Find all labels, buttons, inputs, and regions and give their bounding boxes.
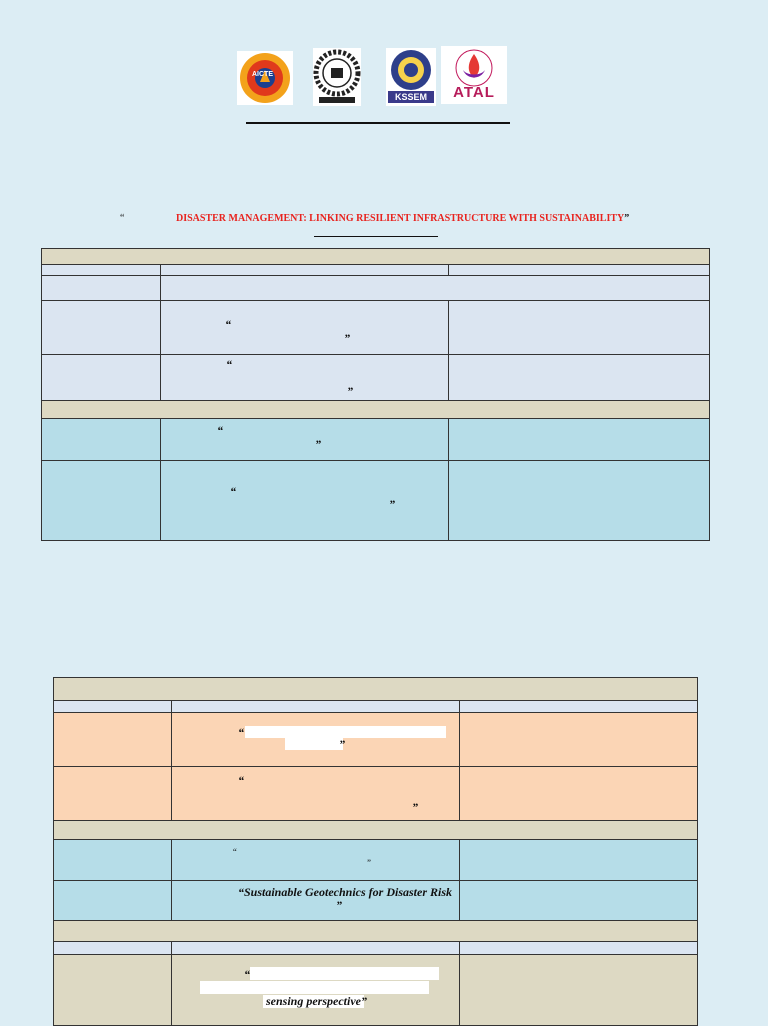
text-highlight [250,967,439,980]
title-underline [314,236,438,237]
open-quote: “ [230,484,236,498]
table-row [448,460,710,541]
title-close-quote: ” [624,213,630,224]
table2-header-cell [171,941,460,955]
table-row [160,354,449,401]
table-row [41,354,161,401]
open-quote: “ [225,317,231,331]
atal-logo [441,46,507,104]
table-row [160,418,449,461]
text-highlight [245,726,446,738]
table2-header-cell [459,941,698,955]
table-row [459,766,698,821]
table-row [160,275,710,301]
close-quote: ” [344,331,350,345]
aicte-logo [237,51,293,105]
table-row [53,766,172,821]
table-row [41,300,161,355]
close-quote: ” [347,384,353,398]
open-quote: “ [217,423,223,437]
text-highlight [200,981,429,994]
open-quote: “ [238,773,244,787]
table-row [459,880,698,921]
session-title-end: sensing perspective” [266,994,367,1008]
close-quote: ” [389,497,395,511]
table-row [53,880,172,921]
table-row [448,300,710,355]
kssem-logo [386,48,436,106]
close-quote: ” [315,437,321,451]
close-quote: ” [336,898,342,912]
table2-section-bar [53,820,698,840]
atal-logo-text: ATAL [453,84,495,101]
open-quote: “ [232,847,238,857]
table1-section-bar [41,400,710,419]
open-quote: “ [226,357,232,371]
table-row [41,418,161,461]
kssem-logo-text: KSSEM [388,91,434,103]
table2-header-cell [53,941,172,955]
vtu-logo [313,48,361,106]
session-title: “Sustainable Geotechnics for Disaster Risk [238,885,453,899]
close-quote: ” [366,858,372,868]
title-text: DISASTER MANAGEMENT: LINKING RESILIENT INFRASTRUCTURE WITH SUSTAINABILITY [176,213,625,224]
table-row [41,460,161,541]
table1-section-bar [41,248,710,265]
text-highlight [285,738,343,750]
title-open-quote: “ [120,213,125,224]
open-quote: “ [244,967,250,981]
table-row [448,418,710,461]
open-quote: “ [238,725,244,739]
table-row [459,954,698,1026]
table-row [53,954,172,1026]
header-divider [246,122,510,124]
table-row [459,839,698,881]
table-row [160,300,449,355]
close-quote: ” [412,800,418,814]
table-row [171,839,460,881]
table2-section-bar [53,920,698,942]
close-quote: ” [339,737,345,751]
table-row [459,712,698,767]
page-title [120,212,640,226]
table-row [41,275,161,301]
aicte-logo-text: AICTE [252,71,273,78]
table-row [160,460,449,541]
table-row [448,354,710,401]
table-row [53,712,172,767]
table-row [53,839,172,881]
table2-section-bar [53,677,698,701]
